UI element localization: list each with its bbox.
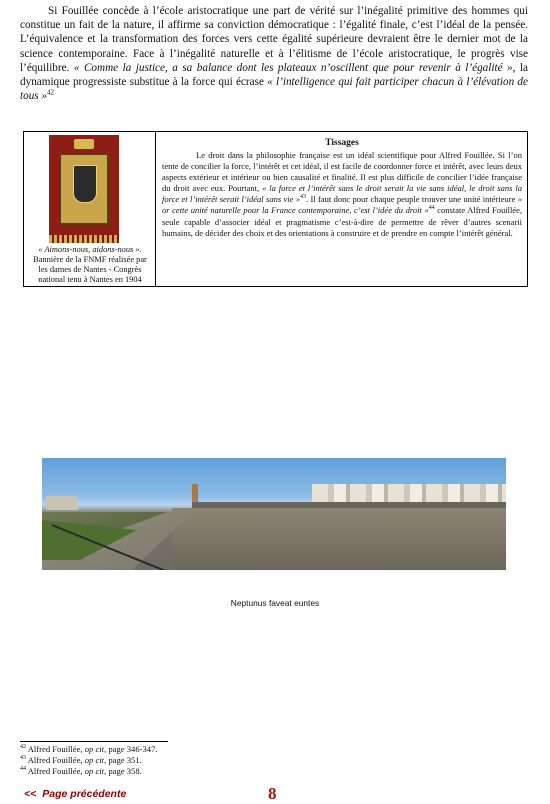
footnote-ref: op cit xyxy=(84,744,105,754)
double-left-arrow-icon: << xyxy=(24,788,37,800)
caption-line: les dames de Nantes - Congrès xyxy=(38,265,142,274)
footnote-divider xyxy=(20,741,168,742)
tissages-text-2: . Il faut donc pour chaque peuple trouver une unité intérieure xyxy=(306,194,518,205)
intro-text-1: Si Fouillée concède à l’école aristocratique une part de vérité sur l’inégalité primitive des hommes qui constitue un fait de la nature, il affirme sa conviction démocratique : l’égalité finale, c’est l’idéal de la pensée. L’équivalence et la transformation des forces vers cette égalité supérieure devraient être le dernier mot de la science contemporaine. Face à l’inégalité naturelle et à l’élitisme de l’école aristocratique, le progrès vise l’équilibre. xyxy=(20,5,528,74)
tissages-title: Tissages xyxy=(325,138,359,148)
banner-caption xyxy=(26,245,154,285)
footnote-ref: op cit xyxy=(84,766,105,776)
intro-paragraph xyxy=(20,4,528,103)
footnote-ref-43: 43 xyxy=(300,194,307,201)
photo-far-bank xyxy=(192,502,506,508)
footnote-author: Alfred Fouillée, xyxy=(27,766,85,776)
previous-page-link[interactable] xyxy=(24,788,126,800)
tissages-text-1: Le droit dans la philosophie française est un idéal scientifique pour Alfred Fouillée. Si l’on tente de concilier la force, l’intérêt et cet idéal, il est facile de coordonner force et intérêt, avec leurs deux aspects extérieur et intérieur ou bien causalité et finalité. Il est plus difficile de concilier l’idée française du droit avec eux. Pourtant, xyxy=(162,150,522,194)
banner-image xyxy=(49,135,119,243)
footnote-ref: op cit xyxy=(84,755,105,765)
footnote-ref-42: 42 xyxy=(47,88,55,97)
intro-quote-2: « l’intelligence qui fait participer chacun à l’élévation de tous » xyxy=(20,76,528,103)
photo-tower xyxy=(192,484,198,504)
banner-frame xyxy=(59,153,109,225)
footnote-42 xyxy=(20,744,420,755)
footnote-author: Alfred Fouillée, xyxy=(27,755,85,765)
intro-quote-1: « Comme la justice, a sa balance dont les plateaux n’oscillent que pour revenir à l’égalité » xyxy=(73,61,513,74)
footnote-page: , page 346-347. xyxy=(104,744,158,754)
photo-caption: Neptunus faveat euntes xyxy=(230,598,320,608)
photo-building-left xyxy=(46,496,78,510)
caption-line: Bannière de la FNMF réalisée par xyxy=(33,255,147,264)
footnote-43 xyxy=(20,755,420,766)
previous-page-label: Page précédente xyxy=(42,788,127,800)
caption-line: national tenu à Nantes en 1904 xyxy=(38,275,142,284)
footnote-number: 44 xyxy=(20,766,26,773)
tissages-box xyxy=(23,131,528,287)
banner-motto: « Aimons-nous, aidons-nous ». xyxy=(38,245,142,254)
intro-text-2: , la dynamique progressiste substitue à la force qui écrase xyxy=(20,61,528,89)
footnote-page: , page 358. xyxy=(104,766,142,776)
tissages-body xyxy=(162,150,522,239)
footnote-page: , page 351. xyxy=(104,755,142,765)
tissages-text-cell xyxy=(162,138,522,239)
nantes-panorama-photo xyxy=(42,458,506,570)
photo-river xyxy=(172,508,506,570)
footnotes xyxy=(20,744,420,777)
footnote-ref-44: 44 xyxy=(428,205,435,212)
tissages-quote-2: « or cette unité naturelle pour la France contemporaine, c’est l’idée du droit » xyxy=(162,194,522,216)
footnote-number: 43 xyxy=(20,755,26,762)
footnote-number: 42 xyxy=(20,744,26,751)
banner-cell xyxy=(24,132,156,286)
crown-icon xyxy=(74,139,94,149)
footnote-44 xyxy=(20,766,420,777)
banner-fringe xyxy=(49,235,119,243)
footnote-author: Alfred Fouillée, xyxy=(27,744,85,754)
tissages-quote-1: « la force et l’intérêt sans le droit serait la vie sans idéal, le droit sans la force et l’intérêt serait l’idéal sans vie » xyxy=(162,183,522,205)
page-number: 8 xyxy=(268,784,277,803)
banner-crest xyxy=(73,165,97,203)
tissages-text-3: constate Alfred Fouillée, seule capable d’associer idéal et pragmatisme c’est-à-dire de permettre de rêver d’autres scenarii humains, de décider des choix et des orientations à construire et de prendre en compte l’intérêt général. xyxy=(162,205,523,238)
